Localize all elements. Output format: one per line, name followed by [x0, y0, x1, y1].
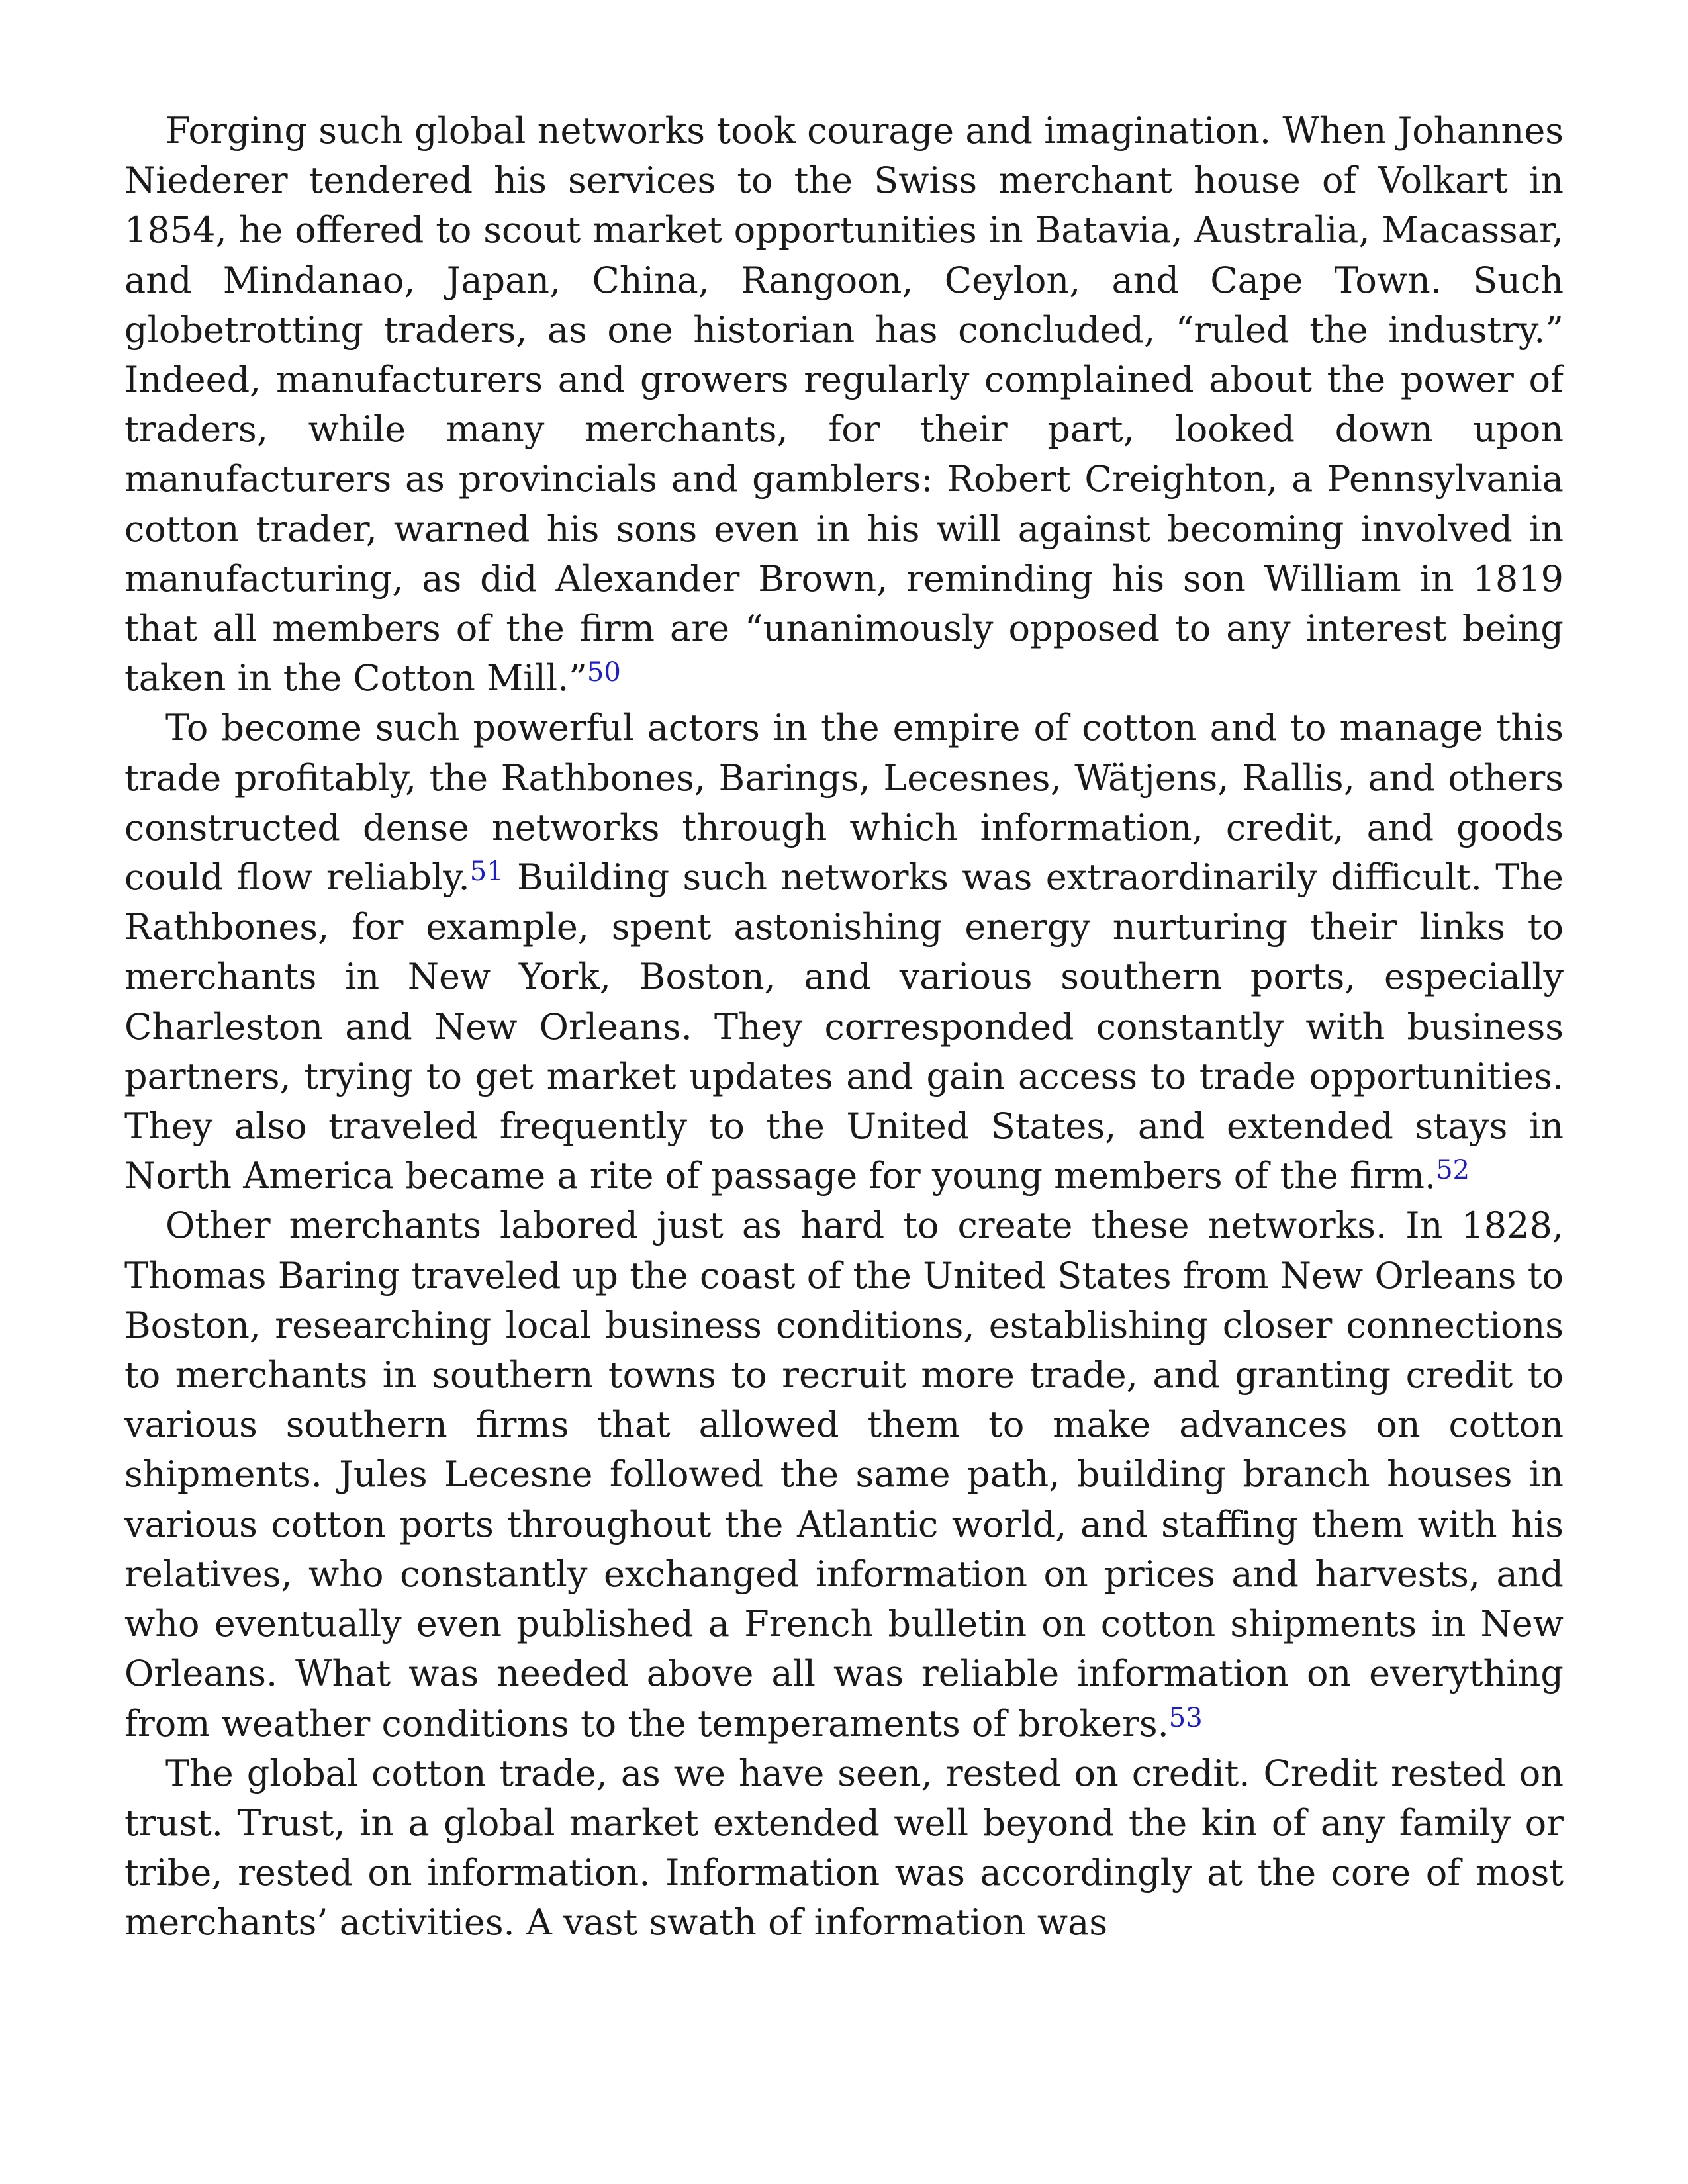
paragraph-text: Forging such global networks took courage and imagination. When Johannes Niederer tendered his services to the Swiss merchant house of Volkart in 1854, he offered to scout market opportunities in Batavia, Australia, Macassar, and Mindanao, Japan, China, Rangoon, Ceylon, and Cape Town. Such globetrotting traders, as one historian has concluded, “ruled the industry.” Indeed, manufacturers and growers regularly complained about the power of traders, while many merchants, for their part, looked down upon manufacturers as provincials and gamblers: Robert Creighton, a Pennsylvania cotton trader, warned his sons even in his will against becoming involved in manufacturing, as did Alexander Brown, reminding his son William in 1819 that all members of the firm are “unanimously opposed to any interest being taken in the Cotton Mill.”	[124, 110, 1564, 700]
footnote-ref-52[interactable]: 52	[1436, 1155, 1470, 1186]
footnote-ref-50[interactable]: 50	[586, 657, 621, 688]
footnote-ref-53[interactable]: 53	[1168, 1702, 1203, 1733]
paragraph-4	[124, 1749, 1564, 1948]
paragraph-text: To become such powerful actors in the empire of cotton and to manage this trade profitably, the Rathbones, Barings, Lecesnes, Wätjens, Rallis, and others constructed dense networks through which information, credit, and goods could flow reliably.	[124, 707, 1564, 899]
page-body	[124, 106, 1564, 2118]
footnote-ref-51[interactable]: 51	[469, 856, 504, 887]
paragraph-2	[124, 703, 1564, 1201]
paragraph-text: Other merchants labored just as hard to create these networks. In 1828, Thomas Baring traveled up the coast of the United States from New Orleans to Boston, researching local business conditions, establishing closer connections to merchants in southern towns to recruit more trade, and granting credit to various southern firms that allowed them to make advances on cotton shipments. Jules Lecesne followed the same path, building branch houses in various cotton ports throughout the Atlantic world, and staffing them with his relatives, who constantly exchanged information on prices and harvests, and who eventually even published a French bulletin on cotton shipments in New Orleans. What was needed above all was reliable information on everything from weather conditions to the temperaments of brokers.	[124, 1205, 1564, 1745]
paragraph-text: The global cotton trade, as we have seen, rested on credit. Credit rested on trust. Trust, in a global market extended well beyond the kin of any family or tribe, rested on information. Information was accordingly at the core of most merchants’ activities. A vast swath of information was	[124, 1752, 1564, 1944]
paragraph-text: Building such networks was extraordinarily difficult. The Rathbones, for example, spent astonishing energy nurturing their links to merchants in New York, Boston, and various southern ports, especially Charleston and New Orleans. They corresponded constantly with business partners, trying to get market updates and gain access to trade opportunities. They also traveled frequently to the United States, and extended stays in North America became a rite of passage for young members of the firm.	[124, 856, 1564, 1197]
paragraph-3	[124, 1201, 1564, 1748]
paragraph-1	[124, 106, 1564, 703]
